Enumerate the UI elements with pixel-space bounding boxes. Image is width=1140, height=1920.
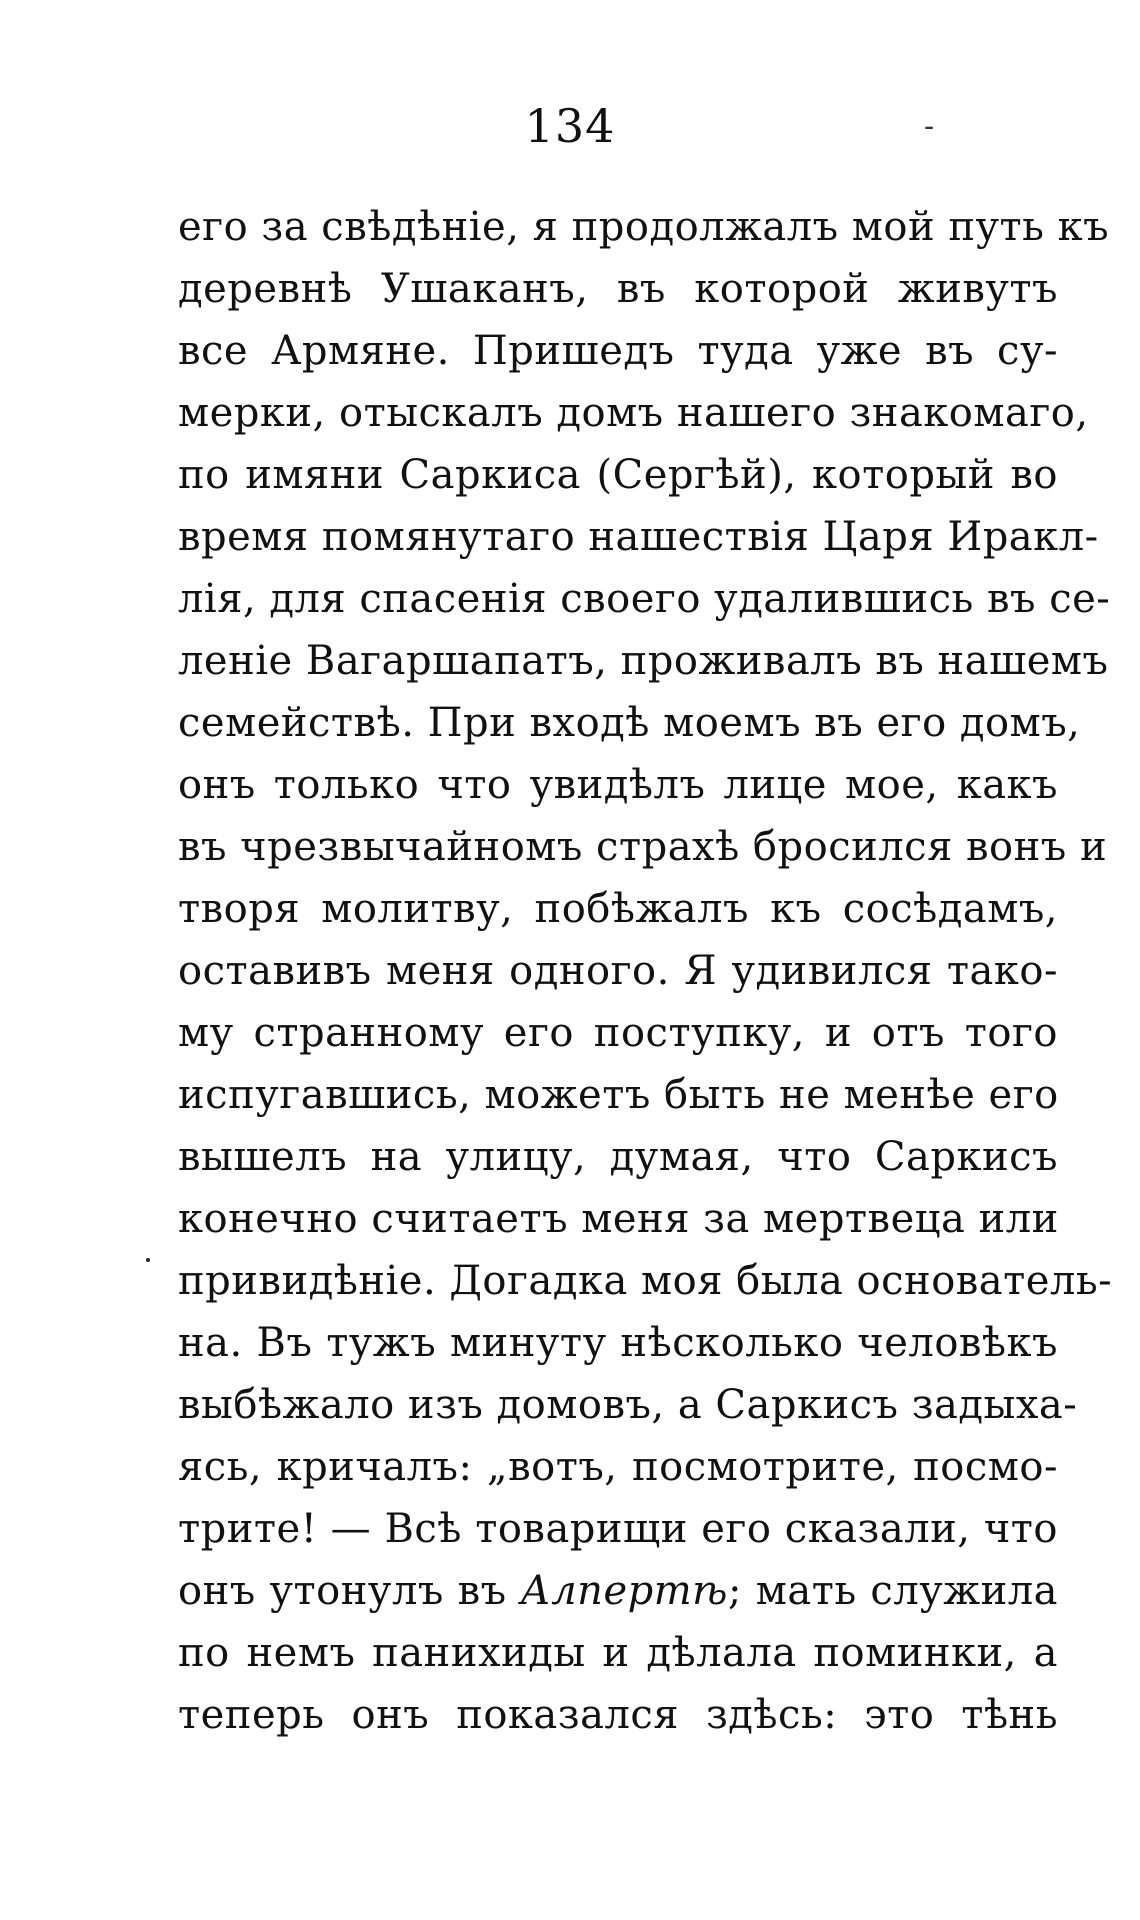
text-line-15: испугавшись, можетъ быть не менѣе его: [178, 1072, 1059, 1118]
text-line-14: му странному его поступку, и отъ того: [178, 1010, 1058, 1056]
text-line-20: выбѣжало изъ домовъ, а Саркисъ задыха-: [178, 1382, 1078, 1428]
text-line-22: трите! — Всѣ товарищи его сказали, что: [178, 1506, 1058, 1552]
text-line-2: деревнѣ Ушаканъ, въ которой живутъ: [178, 266, 1058, 312]
text-line-9: семействѣ. При входѣ моемъ въ его домъ,: [178, 700, 1081, 746]
text-line-12: творя молитву, побѣжалъ къ сосѣдамъ,: [178, 886, 1058, 932]
text-line-23-italic: Алпертѣ: [520, 1568, 728, 1614]
text-line-5: по имяни Саркиса (Сергѣй), который во: [178, 452, 1058, 498]
text-line-18: привидѣніе. Догадка моя была основатель-: [178, 1258, 1113, 1304]
text-line-6: время помянутаго нашествія Царя Иракл-: [178, 514, 1099, 560]
text-line-13: оставивъ меня одного. Я удивился тако-: [178, 948, 1058, 994]
page-mark: -: [924, 109, 935, 144]
text-line-4: мерки, отыскалъ домъ нашего знакомаго,: [178, 390, 1089, 436]
text-line-25: теперь онъ показался здѣсь: это тѣнь: [178, 1692, 1058, 1738]
text-line-8: леніе Вагаршапатъ, проживалъ въ нашемъ: [178, 638, 1109, 684]
text-line-21: ясь, кричалъ: „вотъ, посмотрите, посмо-: [178, 1444, 1058, 1490]
text-line-23-start: онъ утонулъ въ: [178, 1568, 521, 1614]
text-line-16: вышелъ на улицу, думая, что Саркисъ: [178, 1134, 1058, 1180]
body-text: [178, 196, 1113, 1746]
text-line-23: [178, 1560, 1058, 1622]
margin-speck: [146, 1258, 150, 1262]
text-line-1: его за свѣдѣніе, я продолжалъ мой путь къ: [178, 204, 1110, 250]
page-number: 134: [524, 99, 616, 153]
text-line-11: въ чрезвычайномъ страхѣ бросился вонъ и: [178, 824, 1108, 870]
text-line-19: на. Въ тужъ минуту нѣсколько человѣкъ: [178, 1320, 1058, 1366]
text-line-3: все Армяне. Пришедъ туда уже въ су-: [178, 328, 1058, 374]
text-line-10: онъ только что увидѣлъ лице мое, какъ: [178, 762, 1058, 808]
text-line-23-end: ; мать служила: [727, 1568, 1058, 1614]
text-line-24: по немъ панихиды и дѣлала поминки, а: [178, 1630, 1058, 1676]
text-line-7: лія, для спасенія своего удалившись въ се-: [178, 576, 1111, 622]
text-line-17: конечно считаетъ меня за мертвеца или: [178, 1196, 1059, 1242]
